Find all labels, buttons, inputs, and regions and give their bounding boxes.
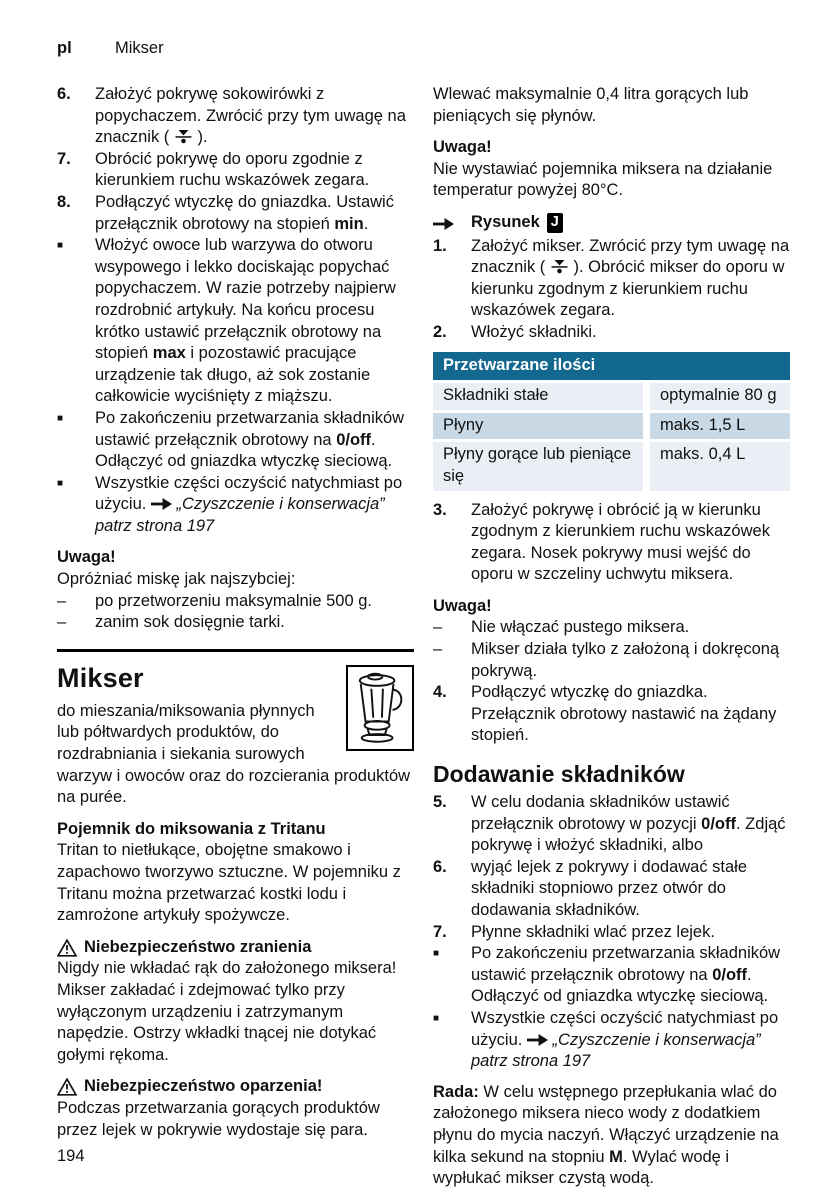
list-item-text: Założyć mikser. Zwrócić przy tym uwagę na znacznik ( ). Obrócić mikser do oporu w kierunku zgodnym z kierunkiem ruchu wskazówek zegara. [471,236,790,320]
note-text: Nie wystawiać pojemnika miksera na działanie temperatur powyżej 80°C. [433,159,773,200]
table-cell-label: Płyny [433,413,643,440]
align-marker-icon [175,129,192,144]
figure-reference [433,211,790,236]
warning-title: Niebezpieczeństwo oparzenia! [84,1077,323,1096]
list-item-text: W celu dodania składników ustawić przełącznik obrotowy w pozycji 0/off. Zdjąć pokrywę i włożyć składniki, albo [471,793,786,855]
list-marker: 3. [433,500,447,519]
warning-text: Nigdy nie wkładać rąk do założonego miksera! Mikser zakładać i zdejmować tylko przy wyłączonym urządzeniu i zatrzymanym napędzie. Ostrzy wkładki tnącej nie dotykać gołymi rękoma. [57,959,397,1064]
bullet-marker: ■ [57,412,64,424]
list-item-text: wyjąć lejek z pokrywy i dodawać stałe składniki stopniowo przez otwór do dodawania składników. [471,857,748,919]
list-item [57,408,414,473]
list-item [57,473,414,538]
list-item [433,682,790,747]
list-marker: 7. [57,149,71,168]
language-tag: pl [57,39,72,57]
list-item [57,84,414,149]
left-column [57,84,414,1141]
table-cell-value: maks. 1,5 L [650,413,790,440]
warning-heading [57,1076,414,1098]
list-item [433,236,790,322]
align-marker-icon [551,259,568,274]
arrow-right-icon-slot [433,211,471,236]
warning-triangle-icon [57,939,77,957]
note-heading: Uwaga! [433,596,492,615]
section-title: Mikser [57,662,144,693]
list-item-text: Po zakończeniu przetwarzania składników ustawić przełącznik obrotowy na 0/off. Odłączyć od gniazdka wtyczkę sieciową. [471,944,781,1006]
table-header: Przetwarzane ilości [433,352,790,381]
list-item-text: Obrócić pokrywę do oporu zgodnie z kierunkiem ruchu wskazówek zegara. [95,149,370,190]
list-item-text: Włożyć owoce lub warzywa do otworu wsypowego i lekko dociskając popychać popychaczem. W razie potrzeby najpierw rozdrobnić artykuły. Na końcu procesu krótko ustawić przełącznik obrotowy na stopień max i pozostawić pracujące urządzenie tak długo, aż sok zostanie całkowicie wyciśnięty z miąższu. [95,236,396,406]
note-heading: Uwaga! [57,548,116,567]
list-item-text: Płynne składniki wlać przez lejek. [471,922,715,941]
list-item [57,149,414,192]
running-header [57,38,757,60]
arrow-right-icon [527,1034,548,1046]
list-marker: 8. [57,192,71,211]
list-item-text: Włożyć składniki. [471,322,597,341]
warning-title: Niebezpieczeństwo zranienia [84,937,312,956]
list-item-text: Podłączyć wtyczkę do gniazdka. Ustawić przełącznik obrotowy na stopień min. [95,192,394,233]
table-column-gap [643,442,650,490]
list-item [433,322,790,344]
list-item-text: Założyć pokrywę i obrócić ją w kierunku zgodnym z kierunkiem ruchu wskazówek zegara. Nosek pokrywy musi wejść do oporu w szczeliny uchwytu miksera. [471,500,770,584]
list-item-text: Po zakończeniu przetwarzania składników ustawić przełącznik obrotowy na 0/off. Odłączyć od gniazdka wtyczkę sieciową. [95,408,405,471]
list-item-text: Wszystkie części oczyścić natychmiast po użyciu. „Czyszczenie i konserwacja” patrz strona 197 [95,473,403,535]
list-item [57,192,414,235]
arrow-right-icon [433,218,454,230]
list-item [57,235,414,408]
list-item [433,943,790,1008]
list-marker: 6. [433,857,447,876]
page-number: 194 [57,1147,85,1165]
table-row [433,442,790,490]
tip-paragraph: Rada: W celu wstępnego przepłukania wlać do założonego miksera nieco wody z dodatkiem płynu do mycia naczyń. Włączyć urządzenie na kilka sekund na stopniu M. Wylać wodę i wypłukać mikser czystą wodą. [433,1082,779,1188]
list-item-text: Wszystkie części oczyścić natychmiast po użyciu. „Czyszczenie i konserwacja” patrz strona 197 [471,1008,779,1071]
table-cell-label: Płyny gorące lub pieniące się [433,442,643,490]
subsection-heading: Pojemnik do miksowania z Tritanu [57,819,326,838]
blender-illustration [346,665,414,751]
list-marker: 2. [433,322,447,341]
dash-marker: – [433,618,443,637]
list-item [433,617,790,639]
note-intro: Opróżniać miskę jak najszybciej: [57,570,296,589]
running-header-title: Mikser [115,39,164,57]
list-marker: 7. [433,922,447,941]
table-cell-value: maks. 0,4 L [650,442,790,490]
warning-heading [57,937,414,959]
note-heading: Uwaga! [433,138,492,157]
list-item-text: Założyć pokrywę sokowirówki z popychaczem. Zwrócić przy tym uwagę na znacznik ( ). [95,85,406,147]
list-item-text: Podłączyć wtyczkę do gniazdka. Przełącznik obrotowy nastawić na żądany stopień. [471,683,777,745]
table-cell-value: optymalnie 80 g [650,383,790,410]
list-item-text: zanim sok dosięgnie tarki. [95,613,285,632]
list-item [433,857,790,922]
quantities-table [433,352,790,491]
list-item [433,500,790,586]
table-column-gap [643,383,650,410]
list-marker: 4. [433,683,447,702]
bullet-marker: ■ [433,1012,440,1024]
list-item-text: po przetworzeniu maksymalnie 500 g. [95,591,372,610]
list-item [433,922,790,944]
figure-reference-label: Rysunek [471,213,540,232]
dash-marker: – [57,591,67,610]
subsection-text: Tritan to nietłukące, obojętne smakowo i zapachowo tworzywo sztuczne. W pojemniku z Tritanu można przetwarzać kostki lodu i zamrożone artykuły spożywcze. [57,841,401,925]
list-item-text: Mikser działa tylko z założoną i dokręconą pokrywą. [471,640,780,680]
dash-marker: – [57,613,67,632]
list-item-text: Nie włączać pustego miksera. [471,618,690,637]
list-marker: 6. [57,85,71,103]
mikser-section [57,663,414,1141]
right-column [433,84,790,1190]
list-item [433,1008,790,1073]
section-divider [57,649,414,652]
warning-triangle-icon [57,1078,77,1096]
list-item [433,792,790,857]
list-item [433,639,790,682]
list-item [57,591,414,613]
list-marker: 1. [433,236,447,255]
bullet-marker: ■ [57,477,64,489]
list-marker: 5. [433,793,447,812]
figure-letter-badge: J [547,213,563,233]
section-title: Dodawanie składników [433,761,685,788]
table-row [433,413,790,440]
dash-marker: – [433,640,443,659]
section-intro: do mieszania/miksowania płynnych lub półtwardych produktów, do rozdrabniania i siekania surowych warzyw i owoców oraz do rozcierania produktów na purée. [57,701,411,807]
arrow-right-icon [151,498,172,510]
bullet-marker: ■ [433,948,440,960]
table-column-gap [643,413,650,440]
table-row [433,383,790,410]
bullet-marker: ■ [57,240,64,252]
warning-text: Podczas przetwarzania gorących produktów przez lejek w pokrywie wydostaje się para. [57,1098,380,1139]
paragraph: Wlewać maksymalnie 0,4 litra gorących lub pieniących się płynów. [433,85,749,125]
blender-icon [353,671,407,745]
table-cell-label: Składniki stałe [433,383,643,410]
list-item [57,612,414,634]
